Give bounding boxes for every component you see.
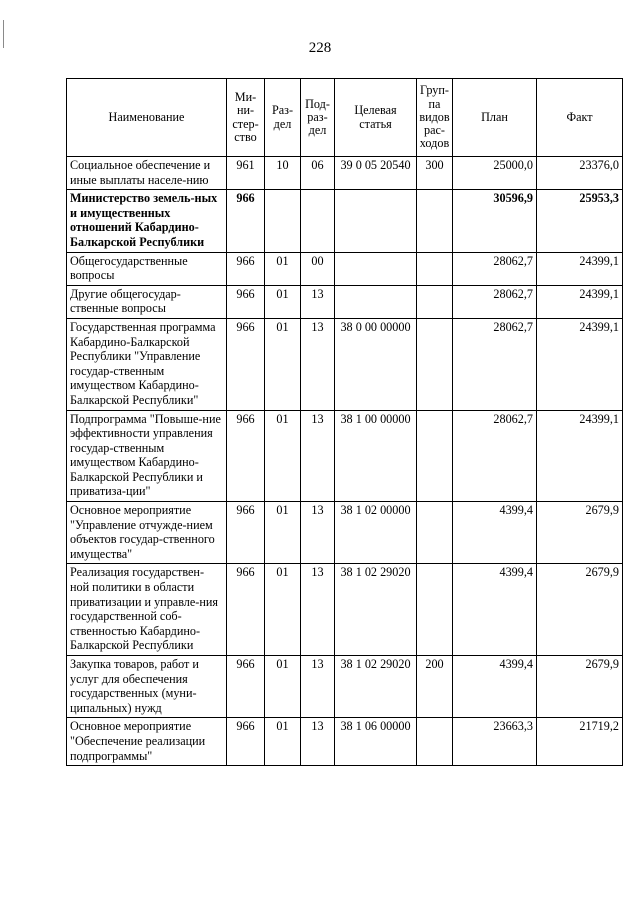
row-group <box>417 410 453 502</box>
table-row <box>67 285 623 318</box>
row-plan: 4399,4 <box>453 564 537 656</box>
table-row <box>67 656 623 718</box>
page-number: 228 <box>308 40 332 56</box>
row-ministry: 966 <box>227 190 265 252</box>
row-section: 01 <box>265 318 301 410</box>
table-row <box>67 318 623 410</box>
row-fact: 2679,9 <box>537 564 623 656</box>
row-target: 38 1 02 29020 <box>335 564 417 656</box>
row-ministry: 966 <box>227 502 265 564</box>
row-ministry: 966 <box>227 285 265 318</box>
row-ministry: 966 <box>227 318 265 410</box>
row-section: 01 <box>265 502 301 564</box>
row-name: Государственная программа Кабардино-Балкарской Республики "Управление государ-ственным имуществом Кабардино-Балкарской Республики" <box>67 318 227 410</box>
row-section: 01 <box>265 718 301 766</box>
row-name: Подпрограмма "Повыше-ние эффективности управления государ-ственным имуществом Кабардино-Балкарской Республики и приватиза-ции" <box>67 410 227 502</box>
row-section: 10 <box>265 157 301 190</box>
row-fact: 24399,1 <box>537 285 623 318</box>
header-section: Раз- дел <box>265 79 301 157</box>
row-ministry: 961 <box>227 157 265 190</box>
table-row <box>67 157 623 190</box>
table-row <box>67 190 623 252</box>
row-plan: 4399,4 <box>453 502 537 564</box>
row-name: Общегосударственные вопросы <box>67 252 227 285</box>
row-subsection: 13 <box>301 502 335 564</box>
row-ministry: 966 <box>227 410 265 502</box>
row-section: 01 <box>265 564 301 656</box>
row-ministry: 966 <box>227 718 265 766</box>
row-ministry: 966 <box>227 656 265 718</box>
row-name: Социальное обеспечение и иные выплаты населе-нию <box>67 157 227 190</box>
row-plan: 28062,7 <box>453 252 537 285</box>
row-fact: 24399,1 <box>537 410 623 502</box>
row-group <box>417 285 453 318</box>
row-plan: 28062,7 <box>453 318 537 410</box>
row-name: Другие общегосудар-ственные вопросы <box>67 285 227 318</box>
row-subsection: 13 <box>301 564 335 656</box>
row-fact: 25953,3 <box>537 190 623 252</box>
header-plan: План <box>453 79 537 157</box>
row-subsection: 13 <box>301 656 335 718</box>
row-section <box>265 190 301 252</box>
row-target: 38 1 02 29020 <box>335 656 417 718</box>
row-target <box>335 252 417 285</box>
table-row <box>67 564 623 656</box>
row-section: 01 <box>265 410 301 502</box>
row-group <box>417 502 453 564</box>
budget-table <box>66 78 623 766</box>
row-group: 300 <box>417 157 453 190</box>
table-row <box>67 718 623 766</box>
row-target: 38 0 00 00000 <box>335 318 417 410</box>
row-fact: 24399,1 <box>537 252 623 285</box>
header-subsection: Под- раз- дел <box>301 79 335 157</box>
row-subsection: 13 <box>301 718 335 766</box>
header-fact: Факт <box>537 79 623 157</box>
row-name: Закупка товаров, работ и услуг для обеспечения государственных (муни-ципальных) нужд <box>67 656 227 718</box>
row-group <box>417 318 453 410</box>
row-group <box>417 564 453 656</box>
row-plan: 28062,7 <box>453 410 537 502</box>
row-fact: 21719,2 <box>537 718 623 766</box>
row-name: Основное мероприятие "Управление отчужде-нием объектов государ-ственного имущества" <box>67 502 227 564</box>
row-target: 38 1 06 00000 <box>335 718 417 766</box>
row-plan: 28062,7 <box>453 285 537 318</box>
table-row <box>67 502 623 564</box>
row-fact: 24399,1 <box>537 318 623 410</box>
row-plan: 4399,4 <box>453 656 537 718</box>
row-subsection: 00 <box>301 252 335 285</box>
row-name: Основное мероприятие "Обеспечение реализации подпрограммы" <box>67 718 227 766</box>
row-target <box>335 190 417 252</box>
row-fact: 2679,9 <box>537 656 623 718</box>
row-group: 200 <box>417 656 453 718</box>
table-row <box>67 252 623 285</box>
header-ministry: Ми- ни- стер- ство <box>227 79 265 157</box>
table-header-row <box>67 79 623 157</box>
row-section: 01 <box>265 285 301 318</box>
header-group: Груп- па видов рас- ходов <box>417 79 453 157</box>
row-target: 38 1 00 00000 <box>335 410 417 502</box>
row-group <box>417 190 453 252</box>
row-name: Реализация государствен-ной политики в области приватизации и управле-ния государственной соб-ственностью Кабардино-Балкарской Республики <box>67 564 227 656</box>
row-group <box>417 252 453 285</box>
row-section: 01 <box>265 252 301 285</box>
table-row <box>67 410 623 502</box>
row-subsection: 13 <box>301 318 335 410</box>
row-plan: 23663,3 <box>453 718 537 766</box>
row-ministry: 966 <box>227 252 265 285</box>
row-fact: 23376,0 <box>537 157 623 190</box>
row-section: 01 <box>265 656 301 718</box>
row-ministry: 966 <box>227 564 265 656</box>
row-plan: 30596,9 <box>453 190 537 252</box>
row-target: 38 1 02 00000 <box>335 502 417 564</box>
row-subsection: 13 <box>301 410 335 502</box>
row-fact: 2679,9 <box>537 502 623 564</box>
row-target: 39 0 05 20540 <box>335 157 417 190</box>
header-target: Целевая статья <box>335 79 417 157</box>
row-name: Министерство земель-ных и имущественных отношений Кабардино-Балкарской Республики <box>67 190 227 252</box>
row-subsection: 13 <box>301 285 335 318</box>
row-group <box>417 718 453 766</box>
row-plan: 25000,0 <box>453 157 537 190</box>
row-subsection: 06 <box>301 157 335 190</box>
header-name: Наименование <box>67 79 227 157</box>
row-target <box>335 285 417 318</box>
row-subsection <box>301 190 335 252</box>
